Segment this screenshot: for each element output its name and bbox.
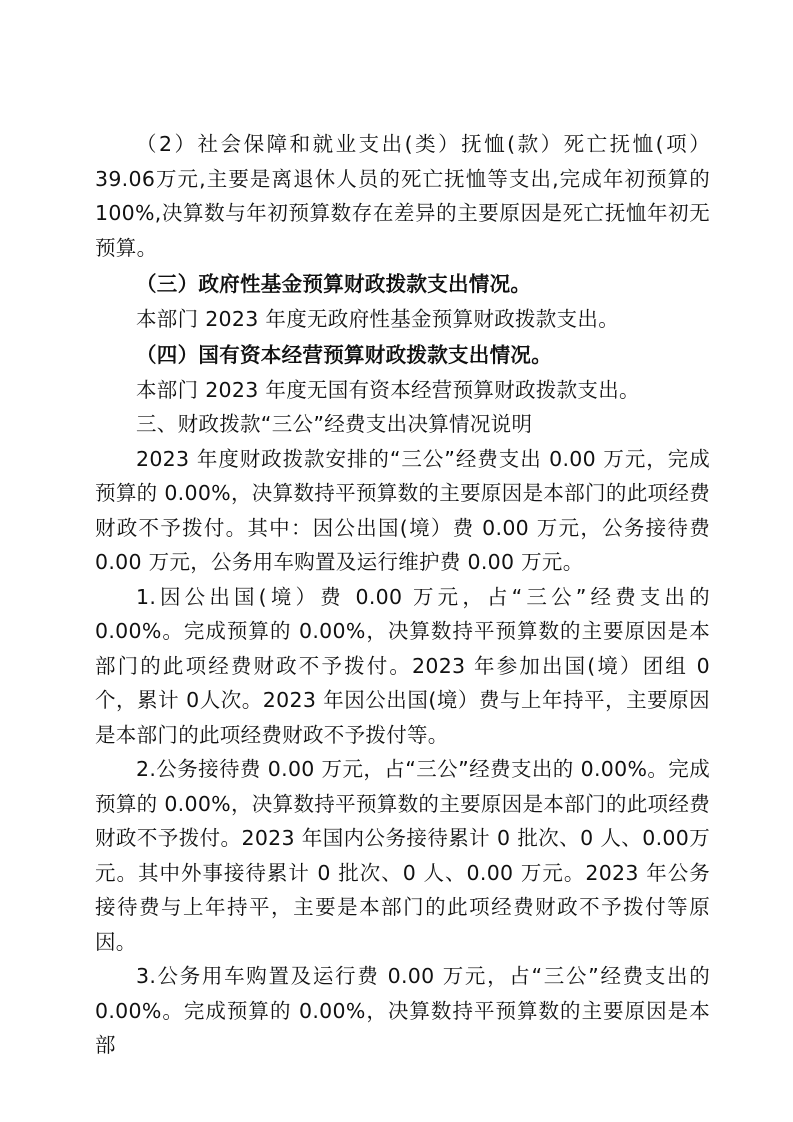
paragraph-overseas-travel-expense: 1.因公出国(境）费 0.00 万元，占“三公”经费支出的 0.00%。完成预算的 0.00%，决算数持平预算数的主要原因是本部门的此项经费财政不予拨付。2023 年参加出国(境）团组 0 个，累计 0人次。2023 年因公出国(境）费与上年持平，主要原因是本部门的此项经费财政不予拨付等。 bbox=[95, 584, 710, 747]
paragraph-official-vehicle-expense: 3.公务用车购置及运行费 0.00 万元，占“三公”经费支出的0.00%。完成预算的 0.00%，决算数持平预算数的主要原因是本部 bbox=[95, 964, 710, 1057]
heading-state-capital-budget: （四）国有资本经营预算财政拨款支出情况。 bbox=[136, 343, 552, 367]
paragraph-official-reception-expense: 2.公务接待费 0.00 万元，占“三公”经费支出的 0.00%。完成预算的 0.00%，决算数持平预算数的主要原因是本部门的此项经费财政不予拨付。2023 年国内公务接待累计 0 批次、0 人、0.00万元。其中外事接待累计 0 批次、0 人、0.00 万元。2023 年公务接待费与上年持平，主要是本部门的此项经费财政不予拨付等原因。 bbox=[95, 757, 710, 954]
document-page bbox=[95, 127, 710, 1063]
paragraph-state-capital-none: 本部门 2023 年度无国有资本经营预算财政拨款支出。 bbox=[136, 377, 640, 402]
heading-government-fund-budget: （三）政府性基金预算财政拨款支出情况。 bbox=[136, 272, 532, 296]
paragraph-three-public-summary: 2023 年度财政拨款安排的“三公”经费支出 0.00 万元，完成预算的 0.00%，决算数持平预算数的主要原因是本部门的此项经费财政不予拨付。其中：因公出国(境）费 0.00 万元，公务接待费 0.00 万元，公务用车购置及运行维护费 0.00 万元。 bbox=[95, 446, 710, 574]
section-title-three-public-expenses: 三、财政拨款“三公”经费支出决算情况说明 bbox=[136, 412, 533, 436]
paragraph-government-fund-none: 本部门 2023 年度无政府性基金预算财政拨款支出。 bbox=[136, 306, 620, 331]
paragraph-social-security-expense: （2）社会保障和就业支出(类）抚恤(款）死亡抚恤(项）39.06万元,主要是离退休人员的死亡抚恤等支出,完成年初预算的100%,决算数与年初预算数存在差异的主要原因是死亡抚恤年初无预算。 bbox=[95, 132, 710, 260]
